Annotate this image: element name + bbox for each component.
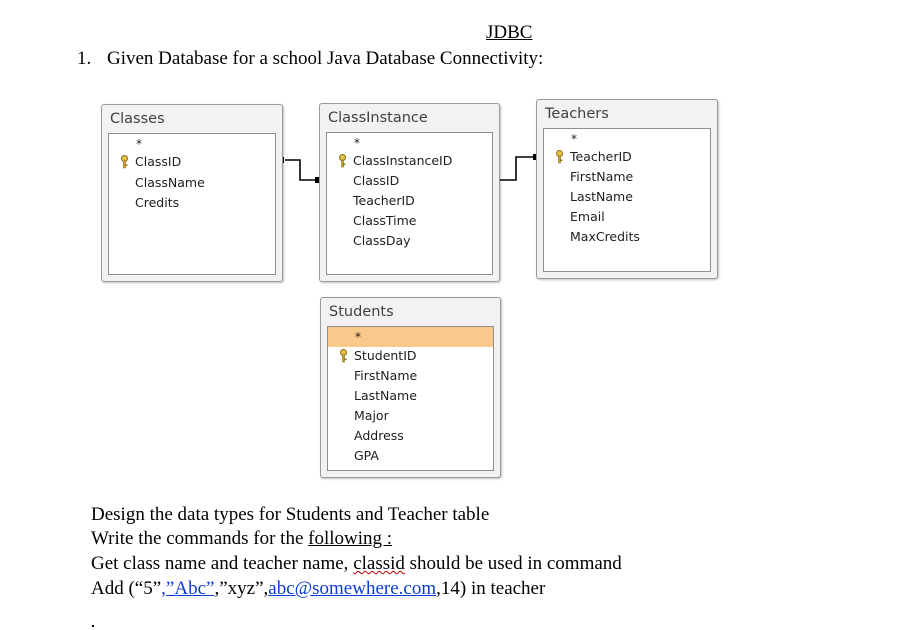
table-classinstance[interactable] bbox=[319, 103, 500, 282]
field-all[interactable]: * bbox=[354, 136, 360, 150]
field-row[interactable]: ClassInstanceID bbox=[327, 151, 492, 171]
spellcheck-word: classid bbox=[353, 553, 405, 574]
field-list[interactable] bbox=[543, 128, 711, 272]
table-teachers[interactable] bbox=[536, 99, 718, 279]
table-classes[interactable] bbox=[101, 104, 283, 282]
field-row[interactable]: MaxCredits bbox=[570, 229, 640, 244]
table-title: ClassInstance bbox=[328, 110, 428, 126]
field-row[interactable]: LastName bbox=[570, 189, 633, 204]
field-row[interactable]: ClassID bbox=[109, 152, 275, 172]
field-row[interactable]: TeacherID bbox=[544, 147, 710, 167]
field-row[interactable]: StudentID bbox=[328, 346, 493, 366]
field-row[interactable]: ClassID bbox=[353, 173, 400, 188]
field-row[interactable]: FirstName bbox=[354, 368, 418, 383]
primary-key-icon bbox=[554, 150, 565, 164]
task-line-2: Write the commands for the following : bbox=[91, 528, 393, 549]
field-all[interactable]: * bbox=[136, 137, 142, 151]
field-list[interactable] bbox=[326, 132, 493, 275]
field-row[interactable]: Email bbox=[570, 209, 605, 224]
task-line-4: Add (“5”,”Abc”,”xyz”,abc@somewhere.com,14) in teacher bbox=[91, 578, 546, 599]
question-number: 1. bbox=[77, 48, 92, 69]
question-text: Given Database for a school Java Database Connectivity: bbox=[107, 48, 544, 69]
table-students[interactable] bbox=[320, 297, 501, 478]
field-row[interactable]: FirstName bbox=[570, 169, 634, 184]
field-row[interactable]: ClassTime bbox=[353, 213, 417, 228]
field-row[interactable]: ClassName bbox=[135, 175, 205, 190]
field-all-selected[interactable]: * bbox=[328, 327, 493, 347]
task-line-3: Get class name and teacher name, classid should be used in command bbox=[91, 553, 622, 574]
field-row[interactable]: Major bbox=[354, 408, 389, 423]
stray-dot bbox=[92, 625, 94, 627]
following-underlined: following : bbox=[308, 528, 393, 549]
field-all[interactable]: * bbox=[571, 132, 577, 146]
field-row[interactable]: Credits bbox=[135, 195, 180, 210]
field-list[interactable] bbox=[108, 133, 276, 275]
field-row[interactable]: ClassDay bbox=[353, 233, 411, 248]
abc-underlined: ,”Abc” bbox=[161, 578, 215, 599]
email-link[interactable]: abc@somewhere.com bbox=[268, 578, 437, 599]
relationship-classinstance-teachers bbox=[499, 157, 533, 180]
relationship-classes-classinstance bbox=[285, 160, 315, 180]
question-heading bbox=[77, 48, 543, 70]
field-list[interactable] bbox=[327, 326, 494, 471]
field-row[interactable]: GPA bbox=[354, 448, 379, 463]
table-title: Students bbox=[329, 304, 394, 320]
field-row[interactable]: LastName bbox=[354, 388, 417, 403]
document-title: JDBC bbox=[486, 22, 533, 43]
table-title: Teachers bbox=[545, 106, 609, 122]
field-row[interactable]: Address bbox=[354, 428, 404, 443]
table-title: Classes bbox=[110, 111, 165, 127]
task-line-1: Design the data types for Students and Teacher table bbox=[91, 504, 490, 525]
primary-key-icon bbox=[338, 349, 349, 363]
field-row[interactable]: TeacherID bbox=[353, 193, 415, 208]
primary-key-icon bbox=[119, 155, 130, 169]
primary-key-icon bbox=[337, 154, 348, 168]
